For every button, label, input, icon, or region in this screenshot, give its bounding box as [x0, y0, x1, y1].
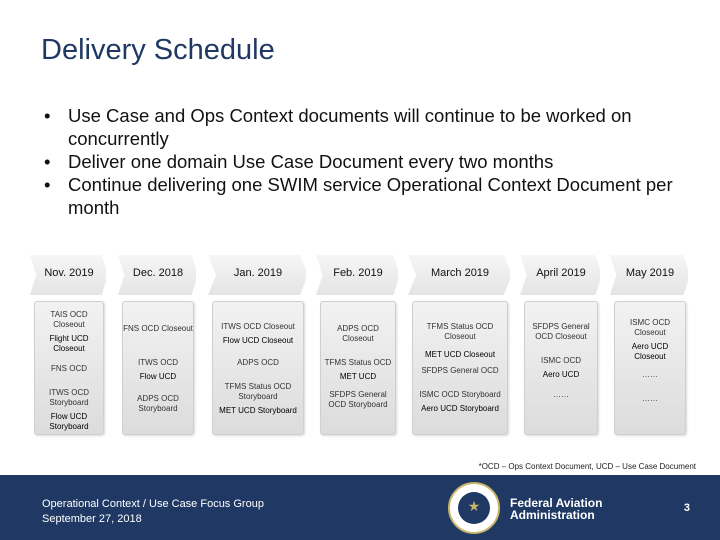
schedule-cell: SFDPS General OCD Closeout — [532, 322, 590, 341]
agency-name: Federal Aviation Administration — [510, 496, 603, 522]
schedule-cell: …… — [642, 370, 658, 379]
footer-bar — [0, 475, 720, 540]
month-label: Nov. 2019 — [44, 267, 94, 279]
month-label: Dec. 2018 — [132, 267, 184, 279]
schedule-cell: ITWS OCD Storyboard Flow UCD Storyboard — [49, 388, 89, 431]
bullet-item: • Use Case and Ops Context documents will continue to be worked on concurrently — [44, 104, 704, 150]
schedule-cell: ISMC OCD Storyboard Aero UCD Storyboard — [419, 390, 501, 413]
footer-caption — [42, 497, 264, 527]
slide-title: Delivery Schedule — [41, 34, 275, 66]
month-label: Feb. 2019 — [333, 267, 383, 279]
schedule-cell: TFMS Status OCD Closeout MET UCD Closeout — [424, 322, 496, 359]
month-column-jan-2019 — [208, 255, 308, 435]
schedule-cell: ADPS OCD Closeout — [337, 324, 379, 343]
month-column-march-2019 — [408, 255, 512, 435]
month-box — [412, 301, 508, 435]
schedule-cell: ISMC OCD Closeout Aero UCD Closeout — [630, 318, 670, 361]
schedule-cell: ITWS OCD Closeout Flow UCD Closeout — [221, 322, 295, 345]
month-box — [34, 301, 104, 435]
schedule-cell: …… — [642, 394, 658, 403]
page-number: 3 — [683, 502, 690, 514]
footnote: *OCD – Ops Context Document, UCD – Use Case Document — [478, 462, 696, 471]
month-label: March 2019 — [430, 267, 490, 279]
bullet-item: • Continue delivering one SWIM service Operational Context Document per month — [44, 173, 704, 219]
month-label: May 2019 — [625, 267, 675, 279]
month-label: Jan. 2019 — [233, 267, 283, 279]
month-column-may-2019 — [610, 255, 690, 435]
month-label: April 2019 — [536, 267, 586, 279]
schedule-cell: ADPS OCD Storyboard — [137, 394, 179, 413]
schedule-cell: TAIS OCD Closeout Flight UCD Closeout — [49, 310, 89, 353]
month-box — [320, 301, 396, 435]
month-column-april-2019 — [520, 255, 602, 435]
footer-line-1: Operational Context / Use Case Focus Group — [42, 498, 264, 510]
schedule-cell: ISMC OCD Aero UCD — [541, 356, 581, 379]
schedule-cell: TFMS Status OCD Storyboard MET UCD Storyboard — [219, 382, 297, 415]
month-column-feb-2019 — [316, 255, 400, 435]
schedule-cell: SFDPS General OCD — [421, 366, 499, 375]
schedule-cell: SFDPS General OCD Storyboard — [328, 390, 388, 409]
footer-line-2: September 27, 2018 — [42, 513, 142, 525]
schedule-cell: TFMS Status OCD MET UCD — [324, 358, 392, 381]
schedule-cell: …… — [553, 390, 569, 399]
delivery-timeline — [0, 255, 720, 435]
schedule-cell: FNS OCD — [51, 364, 87, 373]
month-box — [614, 301, 686, 435]
month-column-dec-2018 — [118, 255, 198, 435]
bullet-item: • Deliver one domain Use Case Document every two months — [44, 150, 704, 173]
month-box — [122, 301, 194, 435]
schedule-cell: FNS OCD Closeout — [123, 324, 193, 333]
month-column-nov-2019 — [30, 255, 108, 435]
schedule-cell: ITWS OCD Flow UCD — [138, 358, 178, 381]
month-box — [524, 301, 598, 435]
faa-seal-icon: ★ — [448, 482, 500, 534]
schedule-cell: ADPS OCD — [237, 358, 279, 367]
bullet-list — [44, 104, 704, 219]
month-box — [212, 301, 304, 435]
